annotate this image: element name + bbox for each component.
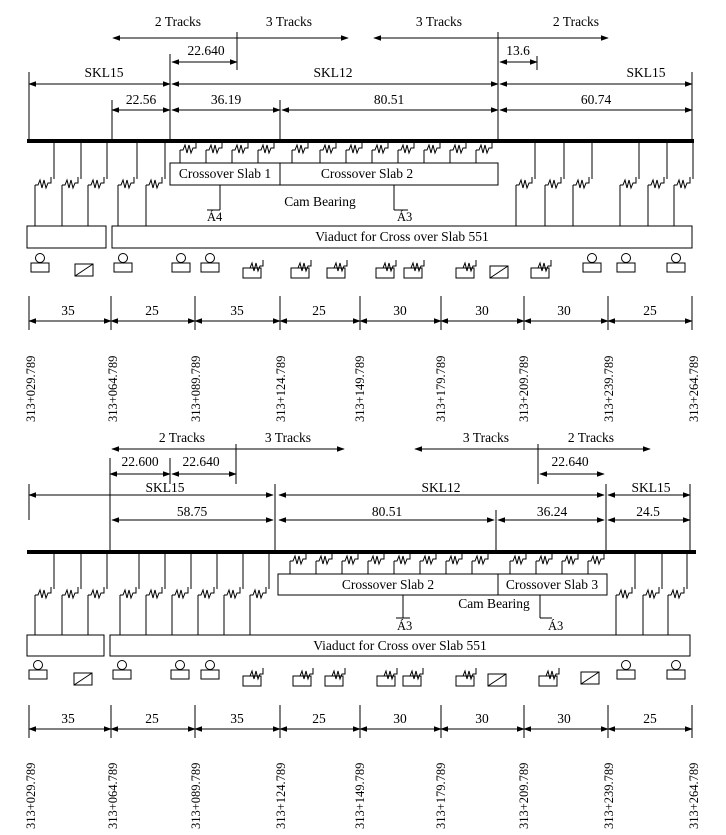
top-support-16-roller [672, 254, 681, 263]
bottom-span-2: 25 [145, 711, 159, 726]
top-segment-name-3: SKL15 [626, 65, 666, 80]
top-span-3: 35 [230, 303, 244, 318]
top-slab-spring-11 [476, 142, 492, 153]
bot-viaduct-box-left [27, 635, 104, 656]
top-support-3-roller [119, 254, 128, 263]
bottom-segment-length-1: 58.75 [176, 504, 208, 519]
bottom-span-4: 25 [312, 711, 326, 726]
top-slab-spring-10 [450, 142, 466, 153]
bottom-slab-label-2: Crossover Slab 3 [505, 577, 599, 592]
bot-via-spring-4 [146, 587, 162, 598]
top-slab-spring-7 [372, 142, 388, 153]
top-via-spring-5 [516, 177, 532, 188]
bot-via-spring-10 [643, 587, 659, 598]
bottom-span-8: 25 [643, 711, 657, 726]
top-via-spring-0 [35, 177, 51, 188]
bottom-span-7: 30 [557, 711, 571, 726]
top-via-spring-4 [146, 177, 162, 188]
top-support-2-hatch [75, 264, 93, 276]
top-track-label-2: 3 Tracks [265, 14, 313, 29]
top-support-5-base [201, 263, 219, 272]
top-support-1-base [31, 263, 49, 272]
bottom-segment-name-2: SKL12 [421, 480, 461, 495]
bottom-slab-label-1: Crossover Slab 2 [341, 577, 435, 592]
top-via-spring-2 [88, 177, 104, 188]
bottom-transition-length-2: 22.640 [182, 454, 220, 469]
bot-slab-spring-1 [316, 553, 332, 564]
top-span-8: 25 [643, 303, 657, 318]
top-viaduct-box-left [27, 226, 106, 248]
bottom-span-6: 30 [475, 711, 489, 726]
top-track-label-1: 2 Tracks [154, 14, 202, 29]
bottom-segment-name-1: SKL15 [145, 480, 185, 495]
top-support-15-base [617, 263, 635, 272]
top-support-14-roller [588, 254, 597, 263]
bottom-anchor-label-2: Á3 [548, 619, 564, 633]
bottom-span-3: 35 [230, 711, 244, 726]
top-segment-length-1: 22.56 [125, 92, 157, 107]
bot-slab-spring-9 [536, 553, 552, 564]
top-via-spring-9 [648, 177, 664, 188]
bottom-station-5: 313+149.789 [353, 762, 367, 829]
top-span-6: 30 [475, 303, 489, 318]
top-via-spring-10 [674, 177, 690, 188]
top-support-16-base [667, 263, 685, 272]
top-via-spring-1 [62, 177, 78, 188]
top-slab-spring-0 [180, 142, 196, 153]
top-support-3-base [114, 263, 132, 272]
top-via-spring-7 [573, 177, 589, 188]
top-transition-length-1: 22.640 [187, 43, 225, 58]
top-support-4-base [172, 263, 190, 272]
bot-slab-spring-2 [342, 553, 358, 564]
top-support-5-roller [206, 254, 215, 263]
bottom-cam-bearing-label: Cam Bearing [458, 596, 530, 611]
bot-support-14-hatch [581, 672, 599, 684]
top-segment-length-2: 36.19 [210, 92, 242, 107]
bot-via-spring-2 [88, 587, 104, 598]
bot-via-spring-7 [224, 587, 240, 598]
bottom-transition-length-1: 22.600 [121, 454, 159, 469]
bot-support-16-roller [672, 661, 681, 670]
top-segment-length-3: 80.51 [373, 92, 405, 107]
top-station-9: 313+264.789 [687, 355, 701, 422]
bot-via-spring-0 [35, 587, 51, 598]
top-support-1-roller [36, 254, 45, 263]
bottom-transition-length-3: 22.640 [551, 454, 589, 469]
top-segment-length-4: 60.74 [580, 92, 612, 107]
bottom-station-9: 313+264.789 [687, 762, 701, 829]
bot-support-1-base [29, 670, 47, 679]
bot-slab-spring-5 [420, 553, 436, 564]
bottom-station-2: 313+064.789 [106, 762, 120, 829]
top-station-3: 313+089.789 [189, 355, 203, 422]
bot-support-3-roller [118, 661, 127, 670]
top-span-2: 25 [145, 303, 159, 318]
top-anchor-label-1: Á4 [207, 210, 223, 224]
top-track-label-3: 3 Tracks [415, 14, 463, 29]
top-cam-bearing-label: Cam Bearing [284, 194, 356, 209]
top-slab-label-1: Crossover Slab 1 [178, 166, 272, 181]
bottom-span-1: 35 [61, 711, 75, 726]
top-span-1: 35 [61, 303, 75, 318]
bot-support-5-roller [206, 661, 215, 670]
bot-slab-spring-3 [368, 553, 384, 564]
top-slab-spring-3 [258, 142, 274, 153]
bot-support-15-roller [622, 661, 631, 670]
bottom-span-5: 30 [393, 711, 407, 726]
bot-via-spring-5 [172, 587, 188, 598]
top-slab-spring-4 [292, 142, 308, 153]
bot-slab-spring-8 [510, 553, 526, 564]
bot-support-3-base [113, 670, 131, 679]
bottom-station-4: 313+124.789 [274, 762, 288, 829]
bottom-segment-name-3: SKL15 [631, 480, 671, 495]
top-segment-name-2: SKL12 [313, 65, 353, 80]
top-slab-label-2: Crossover Slab 2 [320, 166, 414, 181]
top-station-6: 313+179.789 [434, 355, 448, 422]
bot-slab-spring-0 [290, 553, 306, 564]
bot-support-4-roller [176, 661, 185, 670]
bot-support-2-hatch [74, 673, 92, 685]
top-span-7: 30 [557, 303, 571, 318]
bot-support-5-base [201, 670, 219, 679]
top-slab-spring-6 [346, 142, 362, 153]
top-slab-spring-5 [320, 142, 336, 153]
top-support-12-hatch [490, 266, 508, 278]
bottom-track-label-2: 3 Tracks [264, 430, 312, 445]
top-station-5: 313+149.789 [353, 355, 367, 422]
bot-slab-spring-7 [472, 553, 488, 564]
bot-via-spring-3 [120, 587, 136, 598]
bot-via-spring-8 [250, 587, 266, 598]
top-span-4: 25 [312, 303, 326, 318]
bottom-viaduct-label: Viaduct for Cross over Slab 551 [313, 638, 487, 653]
top-slab-spring-8 [398, 142, 414, 153]
bot-support-12-hatch [488, 674, 506, 686]
top-station-4: 313+124.789 [274, 355, 288, 422]
bot-support-1-roller [34, 661, 43, 670]
top-segment-name-1: SKL15 [84, 65, 124, 80]
top-station-2: 313+064.789 [106, 355, 120, 422]
bottom-station-8: 313+239.789 [602, 762, 616, 829]
bottom-track-label-4: 2 Tracks [567, 430, 615, 445]
top-track-label-4: 2 Tracks [552, 14, 600, 29]
top-via-spring-3 [118, 177, 134, 188]
top-span-5: 30 [393, 303, 407, 318]
bottom-station-3: 313+089.789 [189, 762, 203, 829]
bottom-track-label-1: 2 Tracks [158, 430, 206, 445]
bot-slab-spring-11 [588, 553, 604, 564]
top-slab-spring-9 [424, 142, 440, 153]
bot-slab-spring-10 [562, 553, 578, 564]
top-transition-length-2: 13.6 [506, 43, 530, 58]
bot-support-16-base [667, 670, 685, 679]
bottom-segment-length-3: 36.24 [536, 504, 568, 519]
bottom-station-1: 313+029.789 [24, 762, 38, 829]
bottom-segment-length-4: 24.5 [636, 504, 660, 519]
top-station-7: 313+209.789 [517, 355, 531, 422]
bot-slab-spring-4 [394, 553, 410, 564]
bot-via-spring-9 [616, 587, 632, 598]
bot-via-spring-6 [198, 587, 214, 598]
top-support-14-base [583, 263, 601, 272]
bot-support-15-base [617, 670, 635, 679]
top-via-spring-8 [620, 177, 636, 188]
top-slab-spring-1 [206, 142, 222, 153]
top-station-1: 313+029.789 [24, 355, 38, 422]
bot-via-spring-1 [62, 587, 78, 598]
bot-slab-spring-6 [446, 553, 462, 564]
top-support-15-roller [622, 254, 631, 263]
bottom-track-label-3: 3 Tracks [462, 430, 510, 445]
top-station-8: 313+239.789 [602, 355, 616, 422]
bot-via-spring-11 [668, 587, 684, 598]
top-slab-spring-2 [232, 142, 248, 153]
bottom-station-6: 313+179.789 [434, 762, 448, 829]
bottom-anchor-label-1: Á3 [397, 619, 413, 633]
bottom-station-7: 313+209.789 [517, 762, 531, 829]
top-anchor-label-2: Á3 [397, 210, 413, 224]
top-support-4-roller [177, 254, 186, 263]
top-via-spring-6 [545, 177, 561, 188]
top-viaduct-label: Viaduct for Cross over Slab 551 [315, 229, 489, 244]
bot-support-4-base [171, 670, 189, 679]
bottom-segment-length-2: 80.51 [371, 504, 403, 519]
